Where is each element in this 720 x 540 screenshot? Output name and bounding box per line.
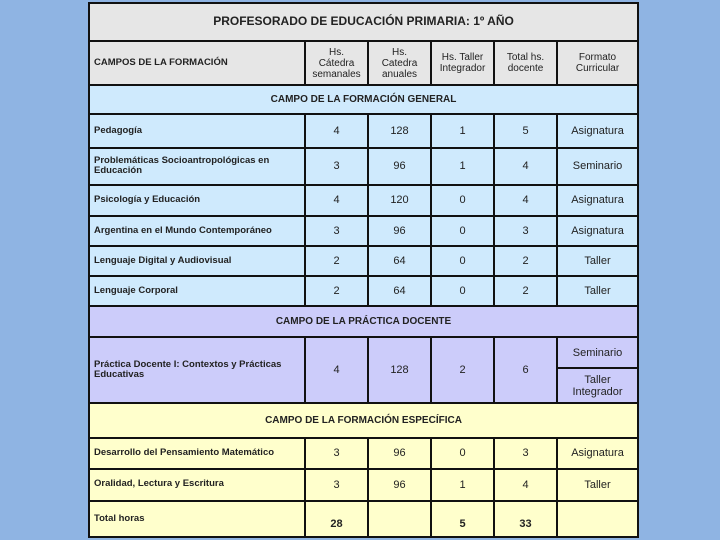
hs-anuales: 96 <box>368 148 431 185</box>
formato: Asignatura <box>557 216 638 246</box>
section-practica-docente: CAMPO DE LA PRÁCTICA DOCENTE <box>89 306 638 337</box>
total-hs: 6 <box>494 337 557 403</box>
table-row <box>89 469 638 501</box>
hs-anuales: 64 <box>368 276 431 306</box>
formato: Seminario <box>557 337 638 368</box>
section-formacion-general: CAMPO DE LA FORMACIÓN GENERAL <box>89 85 638 114</box>
hs-taller: 1 <box>431 469 494 501</box>
table-row <box>89 114 638 147</box>
table-row <box>89 185 638 216</box>
total-hs: 2 <box>494 246 557 276</box>
total-hs: 2 <box>494 276 557 306</box>
subject-name: Oralidad, Lectura y Escritura <box>89 469 305 501</box>
hs-semanales: 4 <box>305 337 368 403</box>
subject-name: Total horas <box>89 501 305 537</box>
formato: Taller <box>557 469 638 501</box>
formato: Asignatura <box>557 185 638 216</box>
formato: Asignatura <box>557 114 638 147</box>
formato: Taller <box>557 276 638 306</box>
total-hs: 4 <box>494 469 557 501</box>
curriculum-document <box>88 2 637 538</box>
table-row <box>89 276 638 306</box>
total-hs: 5 <box>494 114 557 147</box>
hs-semanales: 2 <box>305 246 368 276</box>
hs-anuales: 64 <box>368 246 431 276</box>
hs-taller: 0 <box>431 246 494 276</box>
hs-taller: 5 <box>431 501 494 537</box>
table-title: PROFESORADO DE EDUCACIÓN PRIMARIA: 1º AÑO <box>89 3 638 41</box>
table-row <box>89 216 638 246</box>
hs-semanales: 4 <box>305 185 368 216</box>
hs-semanales: 28 <box>305 501 368 537</box>
hs-taller: 0 <box>431 216 494 246</box>
hs-taller: 1 <box>431 114 494 147</box>
total-hs: 33 <box>494 501 557 537</box>
header-total-hs: Total hs. docente <box>494 41 557 85</box>
hs-taller: 2 <box>431 337 494 403</box>
subject-name: Argentina en el Mundo Contemporáneo <box>89 216 305 246</box>
table-row <box>89 438 638 469</box>
hs-anuales: 120 <box>368 185 431 216</box>
total-hs: 4 <box>494 148 557 185</box>
hs-taller: 0 <box>431 438 494 469</box>
hs-taller: 1 <box>431 148 494 185</box>
header-formato: Formato Curricular <box>557 41 638 85</box>
subject-name: Lenguaje Digital y Audiovisual <box>89 246 305 276</box>
table-row <box>89 148 638 185</box>
section-formacion-especifica: CAMPO DE LA FORMACIÓN ESPECÍFICA <box>89 403 638 437</box>
hs-anuales: 96 <box>368 216 431 246</box>
table-row <box>89 337 638 368</box>
header-hs-taller: Hs. Taller Integrador <box>431 41 494 85</box>
formato: Seminario <box>557 148 638 185</box>
formato: Taller <box>557 246 638 276</box>
hs-semanales: 3 <box>305 148 368 185</box>
total-hs: 4 <box>494 185 557 216</box>
total-hs: 3 <box>494 216 557 246</box>
subject-name: Desarrollo del Pensamiento Matemático <box>89 438 305 469</box>
hs-anuales: 96 <box>368 469 431 501</box>
subject-name: Lenguaje Corporal <box>89 276 305 306</box>
curriculum-table <box>88 2 639 538</box>
subject-name: Pedagogía <box>89 114 305 147</box>
hs-anuales: 96 <box>368 438 431 469</box>
header-campos: CAMPOS DE LA FORMACIÓN <box>89 41 305 85</box>
formato: Taller Integrador <box>557 368 638 403</box>
hs-semanales: 3 <box>305 438 368 469</box>
subject-name: Problemáticas Socioantropológicas en Educación <box>89 148 305 185</box>
header-hs-semanales: Hs. Cátedra semanales <box>305 41 368 85</box>
subject-name: Práctica Docente I: Contextos y Prácticas Educativas <box>89 337 305 403</box>
formato: Asignatura <box>557 438 638 469</box>
header-hs-anuales: Hs. Catedra anuales <box>368 41 431 85</box>
hs-semanales: 3 <box>305 469 368 501</box>
total-hs: 3 <box>494 438 557 469</box>
hs-anuales <box>368 501 431 537</box>
hs-anuales: 128 <box>368 114 431 147</box>
subject-name: Psicología y Educación <box>89 185 305 216</box>
formato <box>557 501 638 537</box>
hs-semanales: 2 <box>305 276 368 306</box>
hs-taller: 0 <box>431 276 494 306</box>
table-row <box>89 246 638 276</box>
total-row <box>89 501 638 537</box>
hs-semanales: 4 <box>305 114 368 147</box>
hs-anuales: 128 <box>368 337 431 403</box>
hs-semanales: 3 <box>305 216 368 246</box>
hs-taller: 0 <box>431 185 494 216</box>
